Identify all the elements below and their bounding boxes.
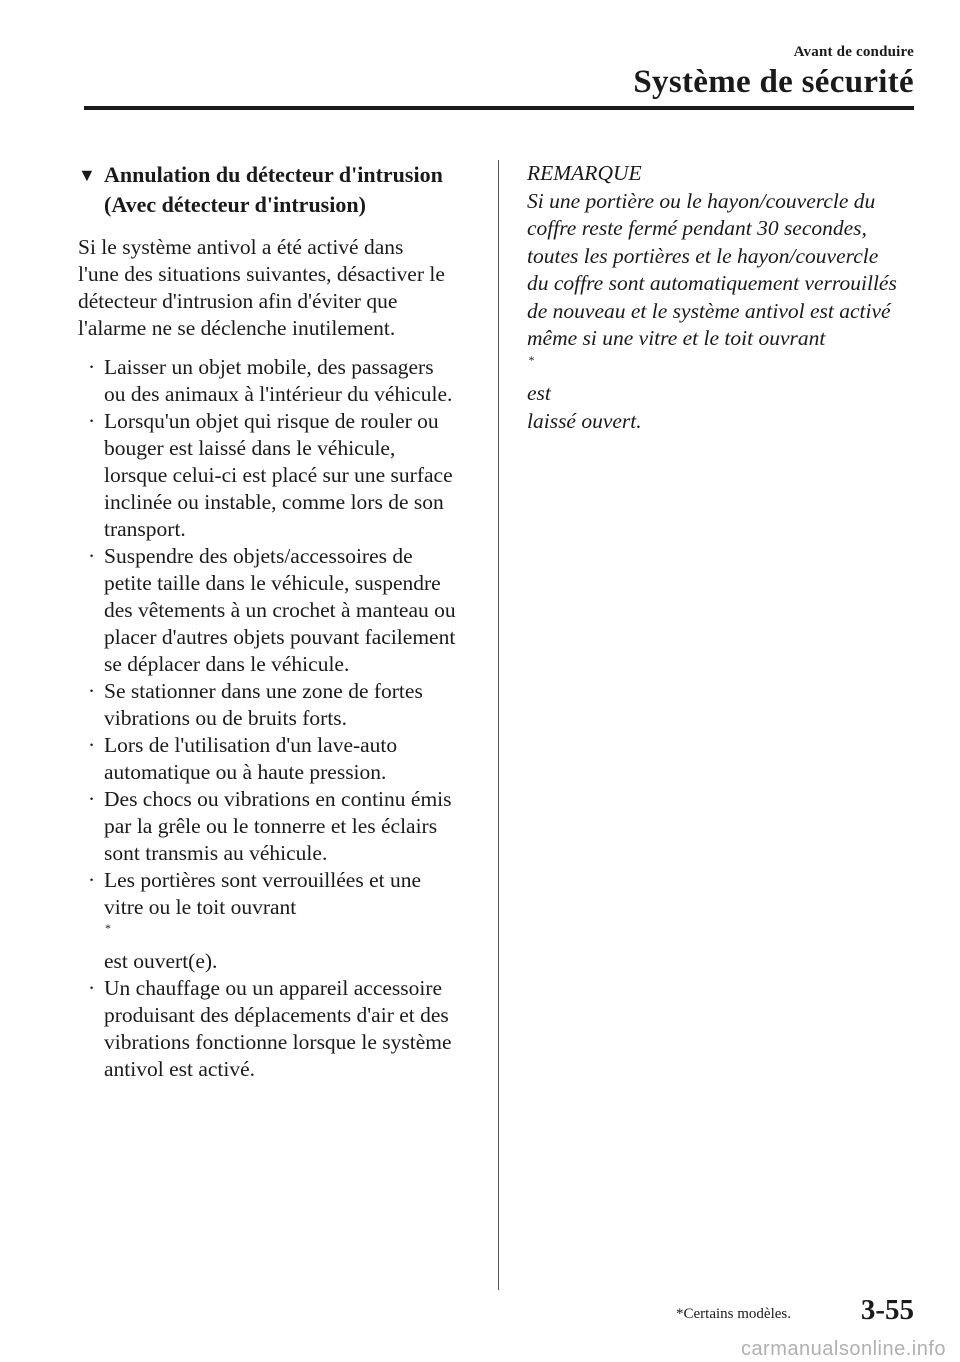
note-box (527, 160, 927, 435)
note-text: même si une vitre et le toit ouvrant (527, 326, 826, 350)
watermark: carmanualsonline.info (740, 1338, 946, 1360)
list-item (78, 543, 476, 678)
list-item-line: Un chauffage ou un appareil accessoire (104, 976, 443, 1000)
situation-list (78, 354, 476, 1083)
list-item-line: vibrations ou de bruits forts. (104, 706, 348, 730)
subsection-heading (78, 160, 476, 220)
list-item-line: Lorsqu'un objet qui risque de rouler ou (104, 409, 439, 433)
note-line: laissé ouvert. (527, 408, 642, 433)
bullet-dot-icon: · (88, 976, 96, 1000)
list-item-text: est ouvert(e). (104, 949, 218, 973)
list-item (78, 867, 476, 975)
list-item-line: des vêtements à un crochet à manteau ou (104, 598, 456, 622)
heading-line: Annulation du détecteur d'intrusion (104, 162, 443, 187)
list-item (78, 732, 476, 786)
list-item-line (104, 894, 421, 975)
bullet-dot-icon: · (88, 544, 96, 568)
list-item (78, 786, 476, 867)
section-title: Système de sécurité (633, 64, 914, 100)
list-item-line: lorsque celui-ci est placé sur une surface (104, 463, 453, 487)
intro-line: l'une des situations suivantes, désactiver le (78, 262, 445, 286)
list-item (78, 975, 476, 1083)
list-item-line: produisant des déplacements d'air et des (104, 1003, 449, 1027)
list-item-line: Se stationner dans une zone de fortes (104, 679, 423, 703)
note-line: du coffre sont automatiquement verrouillés (527, 271, 897, 295)
asterisk-footnote-mark: * (105, 921, 111, 935)
header-rule (84, 106, 914, 110)
bullet-dot-icon: · (88, 679, 96, 703)
note-text: est (527, 381, 551, 405)
asterisk-footnote-mark: * (528, 352, 534, 367)
list-item (78, 408, 476, 543)
page-number: 3-55 (860, 1294, 914, 1326)
list-item (78, 354, 476, 408)
list-item-line: placer d'autres objets pouvant facilement (104, 625, 456, 649)
list-item-line: sont transmis au véhicule. (104, 841, 328, 865)
note-line: coffre reste fermé pendant 30 secondes, (527, 216, 867, 240)
list-item-line: transport. (104, 517, 186, 541)
note-line: toutes les portières et le hayon/couvercle (527, 243, 879, 268)
list-item (78, 678, 476, 732)
note-line (527, 325, 927, 408)
intro-line: détecteur d'intrusion afin d'éviter que (78, 289, 398, 313)
intro-paragraph (78, 234, 476, 342)
left-column (78, 160, 476, 1083)
bullet-dot-icon: · (88, 409, 96, 433)
list-item-line: vibrations fonctionne lorsque le système (104, 1030, 452, 1054)
bullet-dot-icon: · (88, 787, 96, 811)
column-divider (498, 160, 499, 1290)
triangle-down-icon: ▼ (78, 165, 96, 185)
note-line: Si une portière ou le hayon/couvercle du (527, 188, 876, 213)
footnote: *Certains modèles. (676, 1306, 791, 1322)
list-item-line: bouger est laissé dans le véhicule, (104, 436, 396, 460)
note-line: de nouveau et le système antivol est activé (527, 298, 891, 323)
bullet-dot-icon: · (88, 733, 96, 757)
list-item-line: par la grêle ou le tonnerre et les éclairs (104, 814, 438, 838)
note-title: REMARQUE (527, 161, 642, 185)
list-item-line: Suspendre des objets/accessoires de (104, 544, 413, 568)
bullet-dot-icon: · (88, 868, 96, 892)
list-item-line: automatique ou à haute pression. (104, 760, 387, 784)
heading-line: (Avec détecteur d'intrusion) (104, 192, 366, 217)
bullet-dot-icon: · (88, 355, 96, 379)
list-item-line: antivol est activé. (104, 1057, 256, 1081)
list-item-line: se déplacer dans le véhicule. (104, 652, 350, 676)
intro-line: Si le système antivol a été activé dans (78, 235, 404, 259)
intro-line: l'alarme ne se déclenche inutilement. (78, 316, 396, 340)
list-item-line: Des chocs ou vibrations en continu émis (104, 787, 452, 811)
list-item-line: Laisser un objet mobile, des passagers (104, 355, 434, 379)
list-item-line: inclinée ou instable, comme lors de son (104, 490, 444, 514)
list-item-text: vitre ou le toit ouvrant (104, 895, 297, 919)
list-item-line: ou des animaux à l'intérieur du véhicule. (104, 382, 453, 406)
list-item-line: Lors de l'utilisation d'un lave-auto (104, 733, 398, 757)
list-item-line: petite taille dans le véhicule, suspendre (104, 571, 441, 595)
list-item-line: Les portières sont verrouillées et une (104, 868, 422, 892)
chapter-title: Avant de conduire (793, 44, 914, 60)
